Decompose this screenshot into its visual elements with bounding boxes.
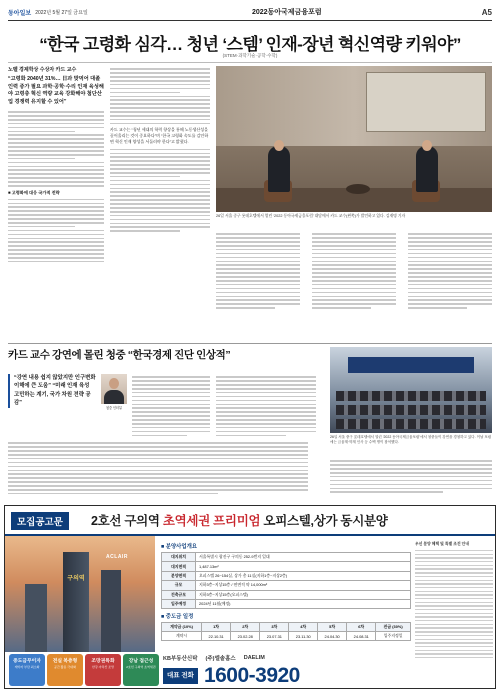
payment-table — [161, 622, 411, 641]
article-body-text-4 — [110, 149, 210, 232]
article-intro-column — [8, 66, 104, 265]
event-banner — [348, 357, 474, 373]
spec-value: 서울특별시 광진구 구의동 252-9번지 일대 — [196, 553, 411, 562]
feature-title: 중도금무이자 — [13, 659, 41, 664]
article-quote: 카드 교수는 “청년 세대의 학력 향상을 통해 노동생산성을 끌어올리는 것이 중요하다”며 “한국 고령화 속도를 감안하면 혁신 인재 양성을 서둘러야 한다”고 밝혔다. — [110, 126, 209, 144]
spec-row — [162, 590, 411, 599]
header-divider — [8, 20, 492, 21]
newspaper-logo: 동아일보 — [8, 10, 32, 17]
issue-date: 2022년 5월 27일 금요일 — [35, 9, 88, 16]
speaker-right — [416, 146, 438, 192]
payment-date: 23.07.31 — [260, 632, 289, 641]
ad-title-pre: 2호선 구의역 — [91, 514, 163, 528]
article-middle-column — [110, 66, 210, 234]
photo-caption: 26일 서울 중구 롯데호텔에서 열린 ‘2022 동아국제금융포럼’ 대담에서 카드 교수(왼쪽)가 발언하고 있다. 김재명 기자 — [216, 214, 406, 218]
payment-stage: 3차 — [260, 623, 289, 632]
spec-key: 대지면적 — [162, 562, 196, 571]
spec-value: 지하3층~지상15층(오피스텔) — [196, 590, 411, 599]
payment-date: 24.08.31 — [347, 632, 376, 641]
spec-value: 지하3층~지상15층 / 연면적 약 14,000m² — [196, 581, 411, 590]
spec-row — [162, 562, 411, 571]
article2-pullquote: “강연 내용 쉽지 않았지만 인구변화 이해에 큰 도움” “미래 인재 육성 고민하는 계기, 국가 차원 전략 공감” — [8, 374, 96, 408]
article2-body-b — [216, 374, 316, 439]
payment-date: 입주지정일 — [376, 632, 411, 641]
spec-key: 건축규모 — [162, 590, 196, 599]
partner-logo: KB부동산신탁 — [163, 656, 198, 662]
feature-desc: 계약자 부담 최소화 — [14, 665, 40, 669]
building-rendering — [5, 536, 155, 652]
audience-photo-caption: 26일 서울 중구 롯데호텔에서 열린 ‘2022 동아국제금융포럼’에서 청중들이 강연을 경청하고 있다. 이날 포럼에는 금융계·학계 인사 등 수백 명이 참석했다. — [330, 435, 492, 445]
article-byline: 노벨 경제학상 수상자 카드 교수 — [8, 67, 77, 73]
article2-body-d — [8, 440, 308, 497]
article-body-text-3 — [110, 68, 210, 124]
ad-side-note — [415, 542, 493, 661]
spec-value: 2024년 11월(예정) — [196, 599, 411, 608]
article-body-text — [8, 111, 104, 187]
interviewee-photo — [101, 374, 127, 404]
contact-phone[interactable]: 1600-3920 — [203, 664, 300, 687]
article-body-text-2 — [8, 199, 104, 263]
ad-tag: 모집공고문 — [11, 512, 69, 530]
payment-stage: 2차 — [231, 623, 260, 632]
payment-stage: 6차 — [347, 623, 376, 632]
spec-row — [162, 553, 411, 562]
building-brand: ACLAIR — [106, 554, 128, 560]
main-headline: “한국 고령화 심각… 청년 ‘스템’ 인재-장년 혁신역량 키워야” — [39, 35, 461, 54]
spec-value: 오피스텔 26~154실, 상가 총 11실(지하1층~지상2층) — [196, 571, 411, 580]
spec-key: 규모 — [162, 581, 196, 590]
building-sign: 구의역 — [67, 576, 85, 582]
headline-divider — [8, 62, 492, 63]
forum-photo — [216, 66, 492, 212]
spec-heading: ■ 분양사업개요 — [161, 544, 197, 550]
article2-headline: 카드 교수 강연에 몰린 청중 “한국경제 진단 인상적” — [8, 349, 231, 361]
article2-body-a — [132, 374, 210, 439]
feature-title: 전실 복층형 — [52, 659, 78, 664]
partner-logo: (주)엘솔홈스 — [205, 656, 236, 662]
feature-badge — [123, 654, 159, 686]
spec-key: 대지위치 — [162, 553, 196, 562]
payment-stage: 잔금 (30%) — [376, 623, 411, 632]
article-body-col-a — [216, 231, 300, 311]
ad-info — [161, 542, 411, 641]
article-body-col-b — [312, 231, 396, 311]
ad-partners — [163, 654, 363, 662]
headline-credit: (STEM·과학기술·공학·수학) — [222, 53, 278, 58]
spec-row — [162, 599, 411, 608]
audience-photo — [330, 347, 492, 433]
payment-date: 22.10.31 — [202, 632, 231, 641]
ad-title — [91, 511, 388, 529]
contact-label: 대표 전화 — [163, 668, 198, 683]
spec-value: 1,487.13m² — [196, 562, 411, 571]
payment-date: 24.04.30 — [318, 632, 347, 641]
spec-key: 입주예정 — [162, 599, 196, 608]
payment-date: 23.11.30 — [289, 632, 318, 641]
spec-table — [161, 552, 411, 609]
article-body-col-c — [408, 231, 492, 311]
article2-divider — [8, 343, 492, 344]
spec-row — [162, 571, 411, 580]
feature-badge — [9, 654, 45, 686]
side-note-text: 우선 분양 혜택 및 특별 조건 안내 — [415, 542, 470, 546]
feature-desc: 공간 활용 극대화 — [54, 665, 76, 669]
feature-title: 강남 접근성 — [128, 659, 154, 664]
section-title: 2022동아국제금융포럼 — [251, 9, 322, 16]
payment-stage: 1차 — [202, 623, 231, 632]
speaker-left — [268, 146, 290, 192]
feature-badge — [47, 654, 83, 686]
payment-heading: ■ 중도금 일정 — [161, 614, 194, 621]
article-lead: “고령화 2040년 31%… 日과 맞먹어 대졸 인력 증가 필요 과학·공학·수리 인재 육성해야 고령층 혁신 역량 교육 강화해야 첨단산업 경쟁력 유지할 수 있어” — [8, 76, 104, 105]
feature-title: 조망권특화 — [91, 659, 115, 664]
masthead — [8, 6, 492, 18]
payment-stage: 계약금 (10%) — [162, 623, 202, 632]
spec-row — [162, 581, 411, 590]
payment-date: 23.02.28 — [231, 632, 260, 641]
article2-body-c — [330, 458, 492, 495]
article-subhead: ■ 고령화에 대응 국가적 전략 — [8, 189, 60, 195]
page-number: A5 — [481, 7, 492, 17]
stage-screen — [366, 72, 486, 132]
ad-title-highlight: 초역세권 프리미엄 — [162, 514, 261, 528]
feature-desc: 2호선 구의역 초역세권 — [126, 665, 156, 669]
partner-logo: DAELIM — [243, 655, 265, 661]
interviewee-caption: 청중 인터뷰 — [105, 406, 123, 410]
payment-stage: 4차 — [289, 623, 318, 632]
contact-block — [163, 664, 300, 688]
realestate-ad — [4, 505, 496, 689]
feature-desc: 한강·아차산 조망 — [91, 665, 115, 669]
ad-title-post: 오피스텔,상가 동시분양 — [260, 514, 388, 528]
feature-badge — [85, 654, 121, 686]
payment-date: 계약시 — [162, 632, 202, 641]
payment-stage: 5차 — [318, 623, 347, 632]
spec-key: 분양면적 — [162, 571, 196, 580]
